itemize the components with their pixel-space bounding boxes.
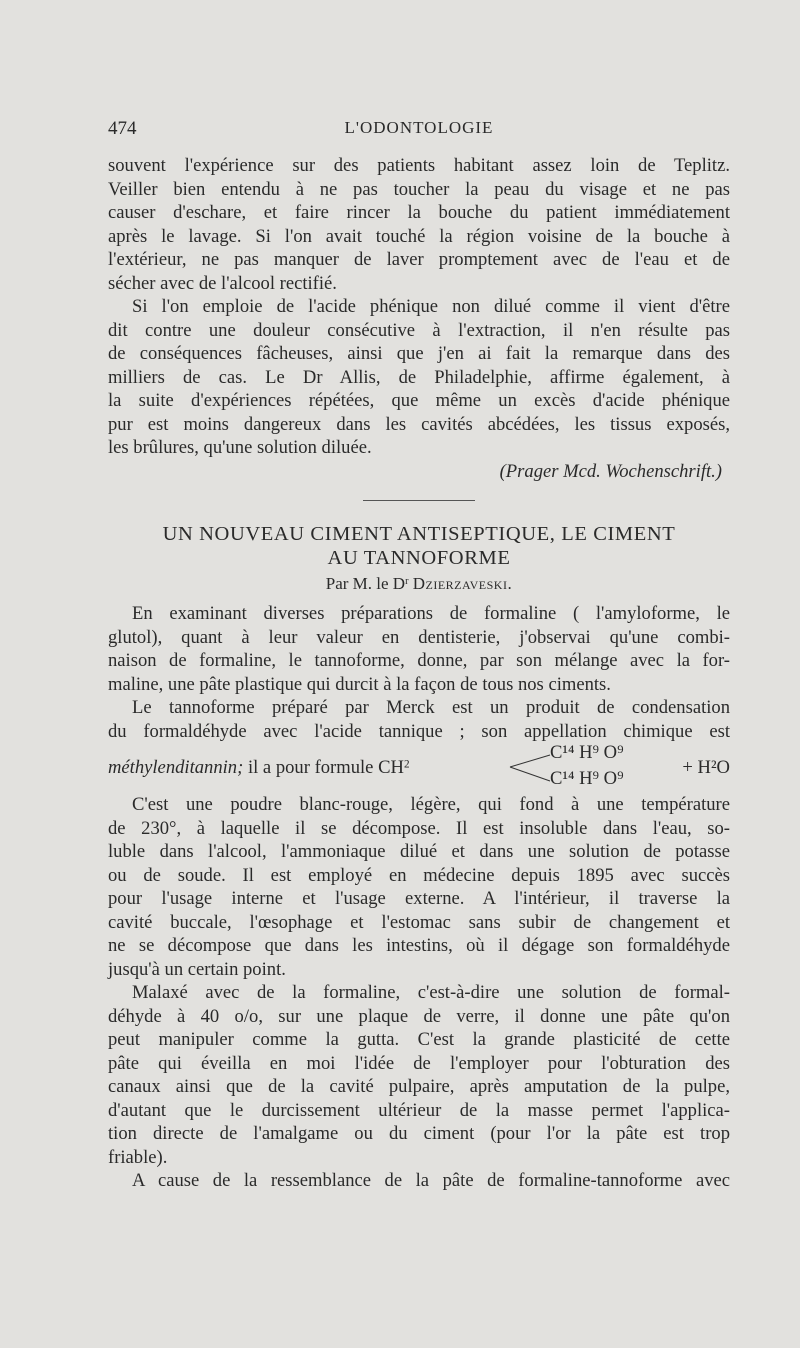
- text-line: ou de soude. Il est employé en médecine depuis 1895 avec succès: [108, 864, 730, 886]
- paragraph-7: [108, 1169, 730, 1193]
- text-line: En examinant diverses préparations de formaline ( l'amyloforme, le: [132, 603, 730, 624]
- citation: (Prager Mcd. Wochenschrift.): [499, 460, 722, 482]
- page-header: [108, 118, 730, 142]
- text-line: glutol), quant à leur valeur en dentisterie, j'observai qu'une combi-: [108, 626, 730, 648]
- running-head: L'ODONTOLOGIE: [344, 118, 494, 137]
- formula-ch: CH: [378, 757, 404, 778]
- text-line: milliers de cas. Le Dr Allis, de Philadelphie, affirme également, à: [108, 366, 730, 388]
- text-line: jusqu'à un certain point.: [108, 958, 286, 980]
- text-line: Veiller bien entendu à ne pas toucher la peau du visage et ne pas: [108, 178, 730, 200]
- byline-author: Dzierzaveski.: [412, 574, 513, 593]
- formula-branch-lines: [508, 745, 554, 791]
- text-line: pur est moins dangereux dans les cavités abcédées, les tissus exposés,: [108, 413, 730, 435]
- article-byline: [108, 570, 730, 598]
- text-line: Si l'on emploie de l'acide phénique non dilué comme il vient d'être: [132, 296, 730, 317]
- article-title-continued: AU TANNOFORME: [327, 547, 511, 569]
- formula-branch-top: C¹⁴ H⁹ O⁹: [550, 742, 624, 763]
- paragraph-4: [108, 696, 730, 793]
- text-line: dit contre une douleur consécutive à l'extraction, il n'en résulte pas: [108, 319, 730, 341]
- formula-tail: + H²O: [682, 757, 730, 778]
- text-line: ne se décompose que dans les intestins, où il dégage son formaldéhyde: [108, 935, 730, 956]
- text-line: l'extérieur, ne pas manquer de laver promptement avec de l'eau et de: [108, 249, 730, 270]
- chemical-name: méthylenditannin;: [108, 757, 244, 778]
- text-line: tion directe de l'amalgame ou du ciment (pour l'or la pâte est trop: [108, 1123, 730, 1144]
- text-line: canaux ainsi que de la cavité pulpaire, après amputation de la pulpe,: [108, 1076, 730, 1097]
- text-line: Malaxé avec de la formaline, c'est-à-dire une solution de formal-: [132, 982, 730, 1003]
- byline-sup: r: [405, 575, 409, 587]
- formula-ch-sub: 2: [403, 758, 410, 771]
- text-line: Le tannoforme préparé par Merck est un produit de condensation: [132, 697, 730, 718]
- text-line: peut manipuler comme la gutta. C'est la grande plasticité de cette: [108, 1029, 730, 1050]
- byline-prefix: Par M. le D: [325, 574, 406, 593]
- text-line: cavité buccale, l'œsophage et l'estomac sans subir de changement et: [108, 911, 730, 933]
- section-divider: [363, 500, 475, 501]
- paragraph-3: [108, 602, 730, 696]
- text-line: la suite d'expériences répétées, que même un excès d'acide phénique: [108, 390, 730, 411]
- formula-text: il a pour formule: [247, 757, 374, 778]
- text-line: naison de formaline, le tannoforme, donne, par son mélange avec la for-: [108, 650, 730, 671]
- paragraph-2: [108, 295, 730, 460]
- text-line: d'autant que le durcissement ultérieur de la masse permet l'applica-: [108, 1099, 730, 1121]
- page-number: 474: [108, 118, 137, 139]
- text-line: A cause de la ressemblance de la pâte de formaline-tannoforme avec: [132, 1170, 730, 1191]
- formula-branch-bottom: C¹⁴ H⁹ O⁹: [550, 768, 624, 789]
- text-line: sécher avec de l'alcool rectifié.: [108, 272, 337, 294]
- text-line: causer d'eschare, et faire rincer la bouche du patient immédiatement: [108, 202, 730, 223]
- text-line: de conséquences fâcheuses, ainsi que j'en ai fait la remarque dans des: [108, 343, 730, 364]
- article-title: UN NOUVEAU CIMENT ANTISEPTIQUE, LE CIMENT: [162, 523, 676, 545]
- text-line: maline, une pâte plastique qui durcit à la façon de tous nos ciments.: [108, 673, 611, 695]
- text-line: du formaldéhyde avec l'acide tannique ; son appellation chimique est: [108, 720, 730, 742]
- text-line: friable).: [108, 1146, 168, 1168]
- chemical-formula: [108, 743, 730, 793]
- text-line: déhyde à 40 o/o, sur une plaque de verre, il donne une pâte qu'on: [108, 1005, 730, 1027]
- text-line: les brûlures, qu'une solution diluée.: [108, 437, 372, 458]
- paragraph-5: [108, 793, 730, 981]
- text-line: luble dans l'alcool, l'ammoniaque dilué et dans une solution de potasse: [108, 841, 730, 862]
- paragraph-6: [108, 981, 730, 1169]
- paragraph-1: [108, 154, 730, 295]
- text-line: C'est une poudre blanc-rouge, légère, qui fond à une température: [132, 794, 730, 815]
- text-line: de 230°, à laquelle il se décompose. Il est insoluble dans l'eau, so-: [108, 817, 730, 839]
- text-line: pour l'usage interne et l'usage externe. A l'intérieur, il traverse la: [108, 888, 730, 909]
- text-line: après le lavage. Si l'on avait touché la région voisine de la bouche à: [108, 225, 730, 247]
- page-body: [108, 154, 730, 1193]
- text-line: souvent l'expérience sur des patients habitant assez loin de Teplitz.: [108, 155, 730, 176]
- text-line: pâte qui éveilla en moi l'idée de l'employer pour l'obturation des: [108, 1052, 730, 1074]
